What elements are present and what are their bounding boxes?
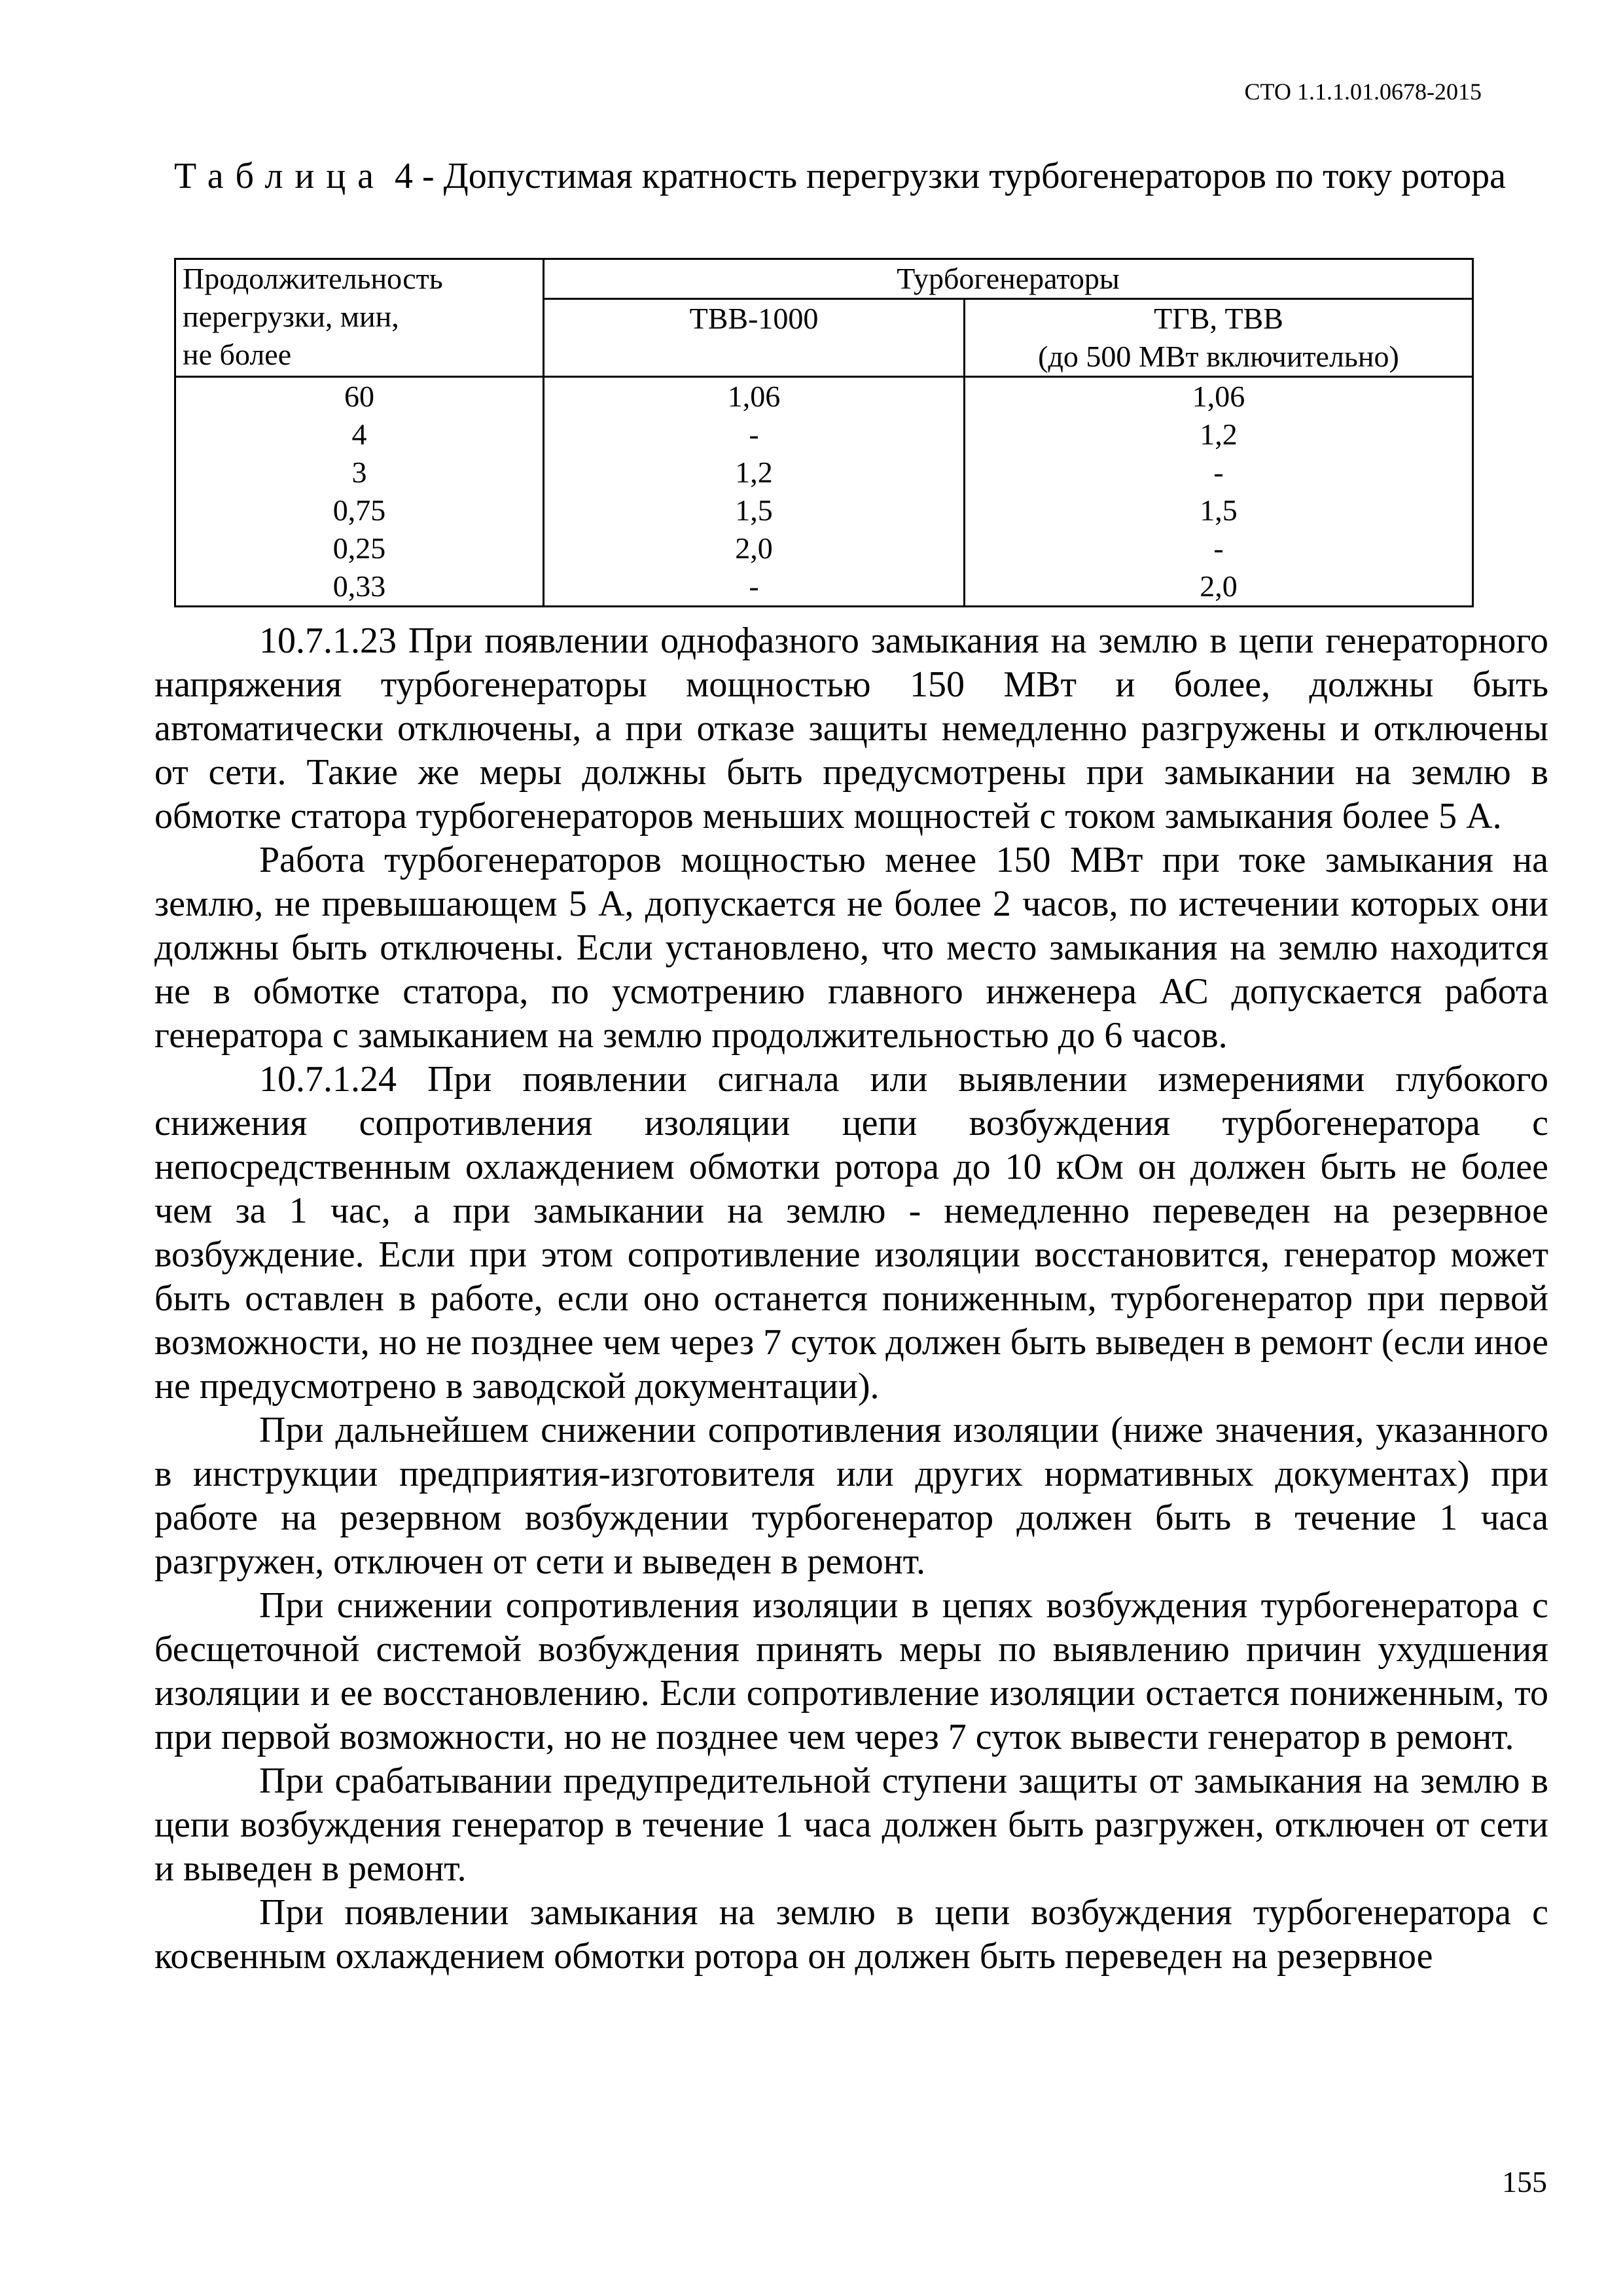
header-group-turbogenerators: Турбогенераторы [544,259,1473,299]
cell-tgv-tvv: 2,0 [965,567,1473,607]
cell-tvv1000: 1,2 [544,454,965,492]
cell-tgv-tvv: 1,5 [965,492,1473,529]
header-duration-line: не более [183,338,292,371]
table-caption [174,154,1547,198]
cell-tgv-tvv: 1,2 [965,416,1473,454]
cell-duration: 4 [175,416,544,454]
cell-tgv-tvv: 1,06 [965,377,1473,416]
cell-tvv1000: - [544,416,965,454]
cell-tgv-tvv: - [965,454,1473,492]
cell-duration: 0,33 [175,567,544,607]
cell-duration: 60 [175,377,544,416]
cell-tvv1000: 2,0 [544,529,965,567]
paragraph: При дальнейшем снижении сопротивления изоляции (ниже значения, указанного в инструкции предприятия-изготовителя или других нормативных документах) при работе на резервном возбуждении турбогенератор должен быть в течение 1 часа разгружен, отключен от сети и выведен в ремонт. [154,1410,1548,1582]
cell-duration: 0,75 [175,492,544,529]
table-row [175,492,1473,529]
table-row [175,567,1473,607]
header-duration [175,259,544,377]
cell-duration: 0,25 [175,529,544,567]
paragraph: При снижении сопротивления изоляции в цепях возбуждения турбогенератора с бесщеточной системой возбуждения принять меры по выявлению причин ухудшения изоляции и ее восстановлению. Если сопротивление изоляции остается пониженным, то при первой возможности, но не позднее чем через 7 суток вывести генератор в ремонт. [154,1585,1548,1757]
table-row [175,529,1473,567]
paragraph-10-7-1-23: 10.7.1.23 При появлении однофазного замыкания на землю в цепи генераторного напряжения турбогенераторы мощностью 150 МВт и более, должны быть автоматически отключены, а при отказе защиты немедленно разгружены и отключены от сети. Такие же меры должны быть предусмотрены при замыкании на землю в обмотке статора турбогенераторов меньших мощностей с током замыкания более 5 А. [154,620,1548,836]
paragraph: При срабатывании предупредительной ступени защиты от замыкания на землю в цепи возбуждения генератор в течение 1 часа должен быть разгружен, отключен от сети и выведен в ремонт. [154,1761,1548,1889]
header-col-tgv-tvv [965,299,1473,377]
page-number: 155 [1502,2165,1547,2198]
cell-tgv-tvv: - [965,529,1473,567]
header-col-b-line: (до 500 МВт включительно) [1038,340,1399,373]
header-duration-line: перегрузки, мин, [183,300,399,333]
cell-tvv1000: 1,06 [544,377,965,416]
cell-tvv1000: 1,5 [544,492,965,529]
cell-duration: 3 [175,454,544,492]
header-duration-line: Продолжительность [183,262,443,295]
header-col-b-line: ТГВ, ТВВ [1154,302,1283,335]
table-caption-text: 4 - Допустимая кратность перегрузки турбогенераторов по току ротора [385,156,1506,196]
document-code: СТО 1.1.1.01.0678-2015 [1244,79,1482,105]
paragraph: Работа турбогенераторов мощностью менее 150 МВт при токе замыкания на землю, не превышающем 5 А, допускается не более 2 часов, по истечении которых они должны быть отключены. Если установлено, что место замыкания на землю находится не в обмотке статора, по усмотрению главного инженера АС допускается работа генератора с замыканием на землю продолжительностью до 6 часов. [154,840,1548,1056]
table-row [175,454,1473,492]
header-col-tvv1000: ТВВ-1000 [544,299,965,377]
table-caption-label: Таблица [174,156,385,196]
body-text [154,619,1548,1979]
table-row [175,377,1473,416]
cell-tvv1000: - [544,567,965,607]
table-row [175,416,1473,454]
overload-table [174,258,1474,607]
paragraph-10-7-1-24: 10.7.1.24 При появлении сигнала или выявлении измерениями глубокого снижения сопротивления изоляции цепи возбуждения турбогенератора с непосредственным охлаждением обмотки ротора до 10 кОм он должен быть не более чем за 1 час, а при замыкании на землю - немедленно переведен на резервное возбуждение. Если при этом сопротивление изоляции восстановится, генератор может быть оставлен в работе, если оно останется пониженным, турбогенератор при первой возможности, но не позднее чем через 7 суток должен быть выведен в ремонт (если иное не предусмотрено в заводской документации). [154,1059,1548,1407]
paragraph: При появлении замыкания на землю в цепи возбуждения турбогенератора с косвенным охлаждением обмотки ротора он должен быть переведен на резервное [154,1892,1548,1977]
